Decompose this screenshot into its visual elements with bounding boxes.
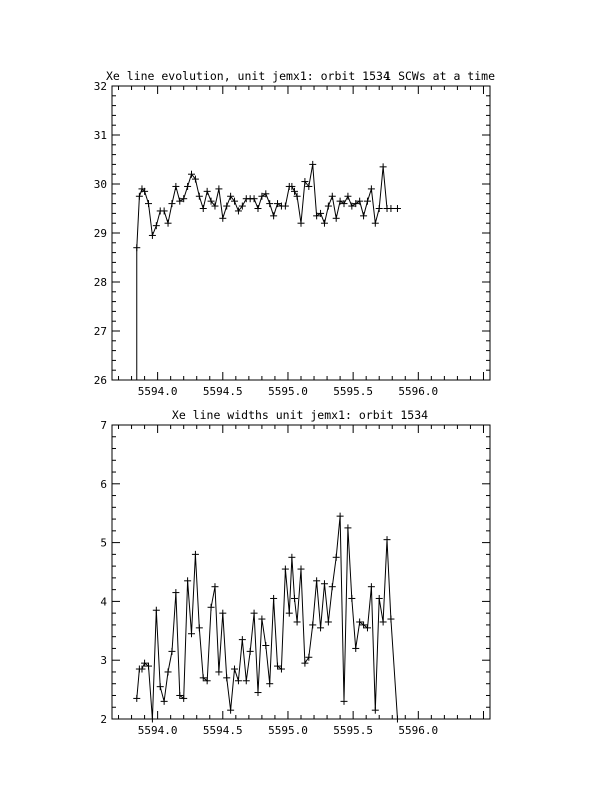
bottom-data-point: [352, 645, 359, 652]
top-data-point: [364, 198, 371, 205]
bottom-data-point: [262, 642, 269, 649]
top-data-point: [200, 205, 207, 212]
bottom-data-point: [247, 648, 254, 655]
bottom-data-point: [368, 583, 375, 590]
top-y-tick-label: 31: [93, 129, 107, 142]
bottom-data-point: [372, 707, 379, 714]
bottom-data-point: [313, 577, 320, 584]
top-data-point: [360, 212, 367, 219]
bottom-chart-title: Xe line widths unit jemx1: orbit 1534: [171, 408, 429, 422]
top-chart-title: Xe line evolution, unit jemx1: orbit 1534: [106, 69, 390, 83]
bottom-data-point: [394, 716, 401, 723]
top-x-tick-label: 5596.0: [398, 385, 439, 398]
bottom-y-tick-label: 6: [100, 477, 107, 491]
bottom-data-point: [387, 616, 394, 623]
bottom-y-tick-label: 5: [100, 536, 107, 550]
bottom-data-point: [184, 577, 191, 584]
top-data-point: [215, 185, 222, 192]
bottom-x-tick-label: 5596.0: [398, 724, 439, 737]
top-data-point: [172, 183, 179, 190]
top-y-tick-label: 26: [93, 374, 107, 387]
top-x-tick-label: 5595.5: [333, 385, 374, 398]
bottom-data-point: [219, 610, 226, 617]
top-data-point: [165, 220, 172, 227]
top-data-point: [298, 220, 305, 227]
bottom-data-point: [231, 666, 238, 673]
bottom-data-point: [348, 595, 355, 602]
bottom-x-tick-label: 5594.0: [137, 724, 178, 737]
bottom-y-tick-label: 4: [100, 595, 107, 609]
bottom-x-tick-label: 5595.5: [333, 724, 374, 737]
bottom-data-point: [133, 695, 140, 702]
top-data-point: [387, 205, 394, 212]
top-data-point: [344, 193, 351, 200]
top-data-point: [266, 200, 273, 207]
bottom-data-point: [208, 604, 215, 611]
bottom-data-point: [188, 630, 195, 637]
top-data-point: [376, 205, 383, 212]
bottom-data-point: [157, 683, 164, 690]
bottom-data-point: [153, 607, 160, 614]
bottom-data-point: [333, 554, 340, 561]
top-data-point: [325, 203, 332, 210]
bottom-data-point: [337, 513, 344, 520]
bottom-data-point: [291, 595, 298, 602]
bottom-data-point: [266, 680, 273, 687]
bottom-data-point: [298, 566, 305, 573]
bottom-data-point: [161, 698, 168, 705]
top-data-point: [133, 244, 140, 251]
top-chart: [94, 80, 490, 398]
bottom-data-point: [251, 610, 258, 617]
top-series-line: [137, 164, 398, 247]
top-data-point: [149, 232, 156, 239]
bottom-data-point: [223, 674, 230, 681]
top-data-point: [196, 193, 203, 200]
bottom-data-point: [235, 677, 242, 684]
bottom-data-point: [239, 636, 246, 643]
bottom-data-point: [305, 654, 312, 661]
bottom-data-point: [294, 618, 301, 625]
bottom-data-point: [227, 707, 234, 714]
bottom-data-point: [172, 589, 179, 596]
top-data-point: [368, 185, 375, 192]
top-data-point: [333, 215, 340, 222]
top-data-point: [309, 161, 316, 168]
bottom-data-point: [286, 610, 293, 617]
bottom-data-point: [282, 566, 289, 573]
bottom-series-line: [137, 516, 398, 719]
bottom-data-point: [168, 648, 175, 655]
bottom-data-point: [254, 689, 261, 696]
bottom-data-point: [288, 554, 295, 561]
top-x-tick-label: 5594.5: [202, 385, 243, 398]
top-data-point: [153, 222, 160, 229]
bottom-data-point: [215, 668, 222, 675]
top-y-tick-label: 29: [93, 227, 107, 240]
top-data-point: [251, 195, 258, 202]
bottom-y-tick-label: 7: [100, 419, 107, 432]
bottom-data-point: [258, 616, 265, 623]
bottom-data-point: [211, 583, 218, 590]
top-data-point: [145, 200, 152, 207]
top-data-point: [270, 212, 277, 219]
top-data-point: [394, 205, 401, 212]
bottom-data-point: [243, 677, 250, 684]
top-data-point: [254, 205, 261, 212]
top-data-point: [321, 220, 328, 227]
top-plot-frame: [112, 86, 490, 380]
bottom-x-tick-label: 5594.5: [202, 724, 243, 737]
top-y-tick-label: 27: [93, 325, 107, 338]
bottom-data-point: [165, 668, 172, 675]
top-data-point: [329, 193, 336, 200]
bottom-y-tick-label: 3: [100, 654, 107, 668]
top-data-point: [161, 207, 168, 214]
bottom-data-point: [301, 660, 308, 667]
top-data-point: [136, 193, 143, 200]
top-data-point: [184, 183, 191, 190]
bottom-data-point: [270, 595, 277, 602]
top-data-point: [219, 215, 226, 222]
bottom-data-point: [344, 524, 351, 531]
bottom-x-tick-label: 5595.0: [268, 724, 308, 737]
top-chart-annotation: 1 SCWs at a time: [384, 69, 495, 83]
top-x-tick-label: 5595.0: [268, 385, 308, 398]
top-x-tick-label: 5594.0: [137, 385, 178, 398]
bottom-data-point: [341, 698, 348, 705]
bottom-data-point: [309, 621, 316, 628]
top-data-point: [204, 188, 211, 195]
top-data-point: [372, 220, 379, 227]
bottom-data-point: [329, 583, 336, 590]
bottom-y-tick-label: 2: [100, 713, 107, 726]
top-data-point: [168, 200, 175, 207]
bottom-data-point: [321, 580, 328, 587]
bottom-chart: [100, 419, 490, 737]
bottom-data-point: [317, 624, 324, 631]
bottom-data-point: [196, 624, 203, 631]
bottom-data-point: [376, 595, 383, 602]
top-data-point: [282, 203, 289, 210]
top-data-point: [223, 203, 230, 210]
bottom-data-point: [192, 551, 199, 558]
top-data-point: [380, 163, 387, 170]
bottom-data-point: [325, 618, 332, 625]
bottom-data-point: [384, 536, 391, 543]
top-y-tick-label: 32: [93, 80, 107, 93]
bottom-data-point: [149, 716, 156, 723]
top-y-tick-label: 30: [93, 178, 107, 191]
top-y-tick-label: 28: [93, 276, 107, 289]
bottom-data-point: [380, 618, 387, 625]
